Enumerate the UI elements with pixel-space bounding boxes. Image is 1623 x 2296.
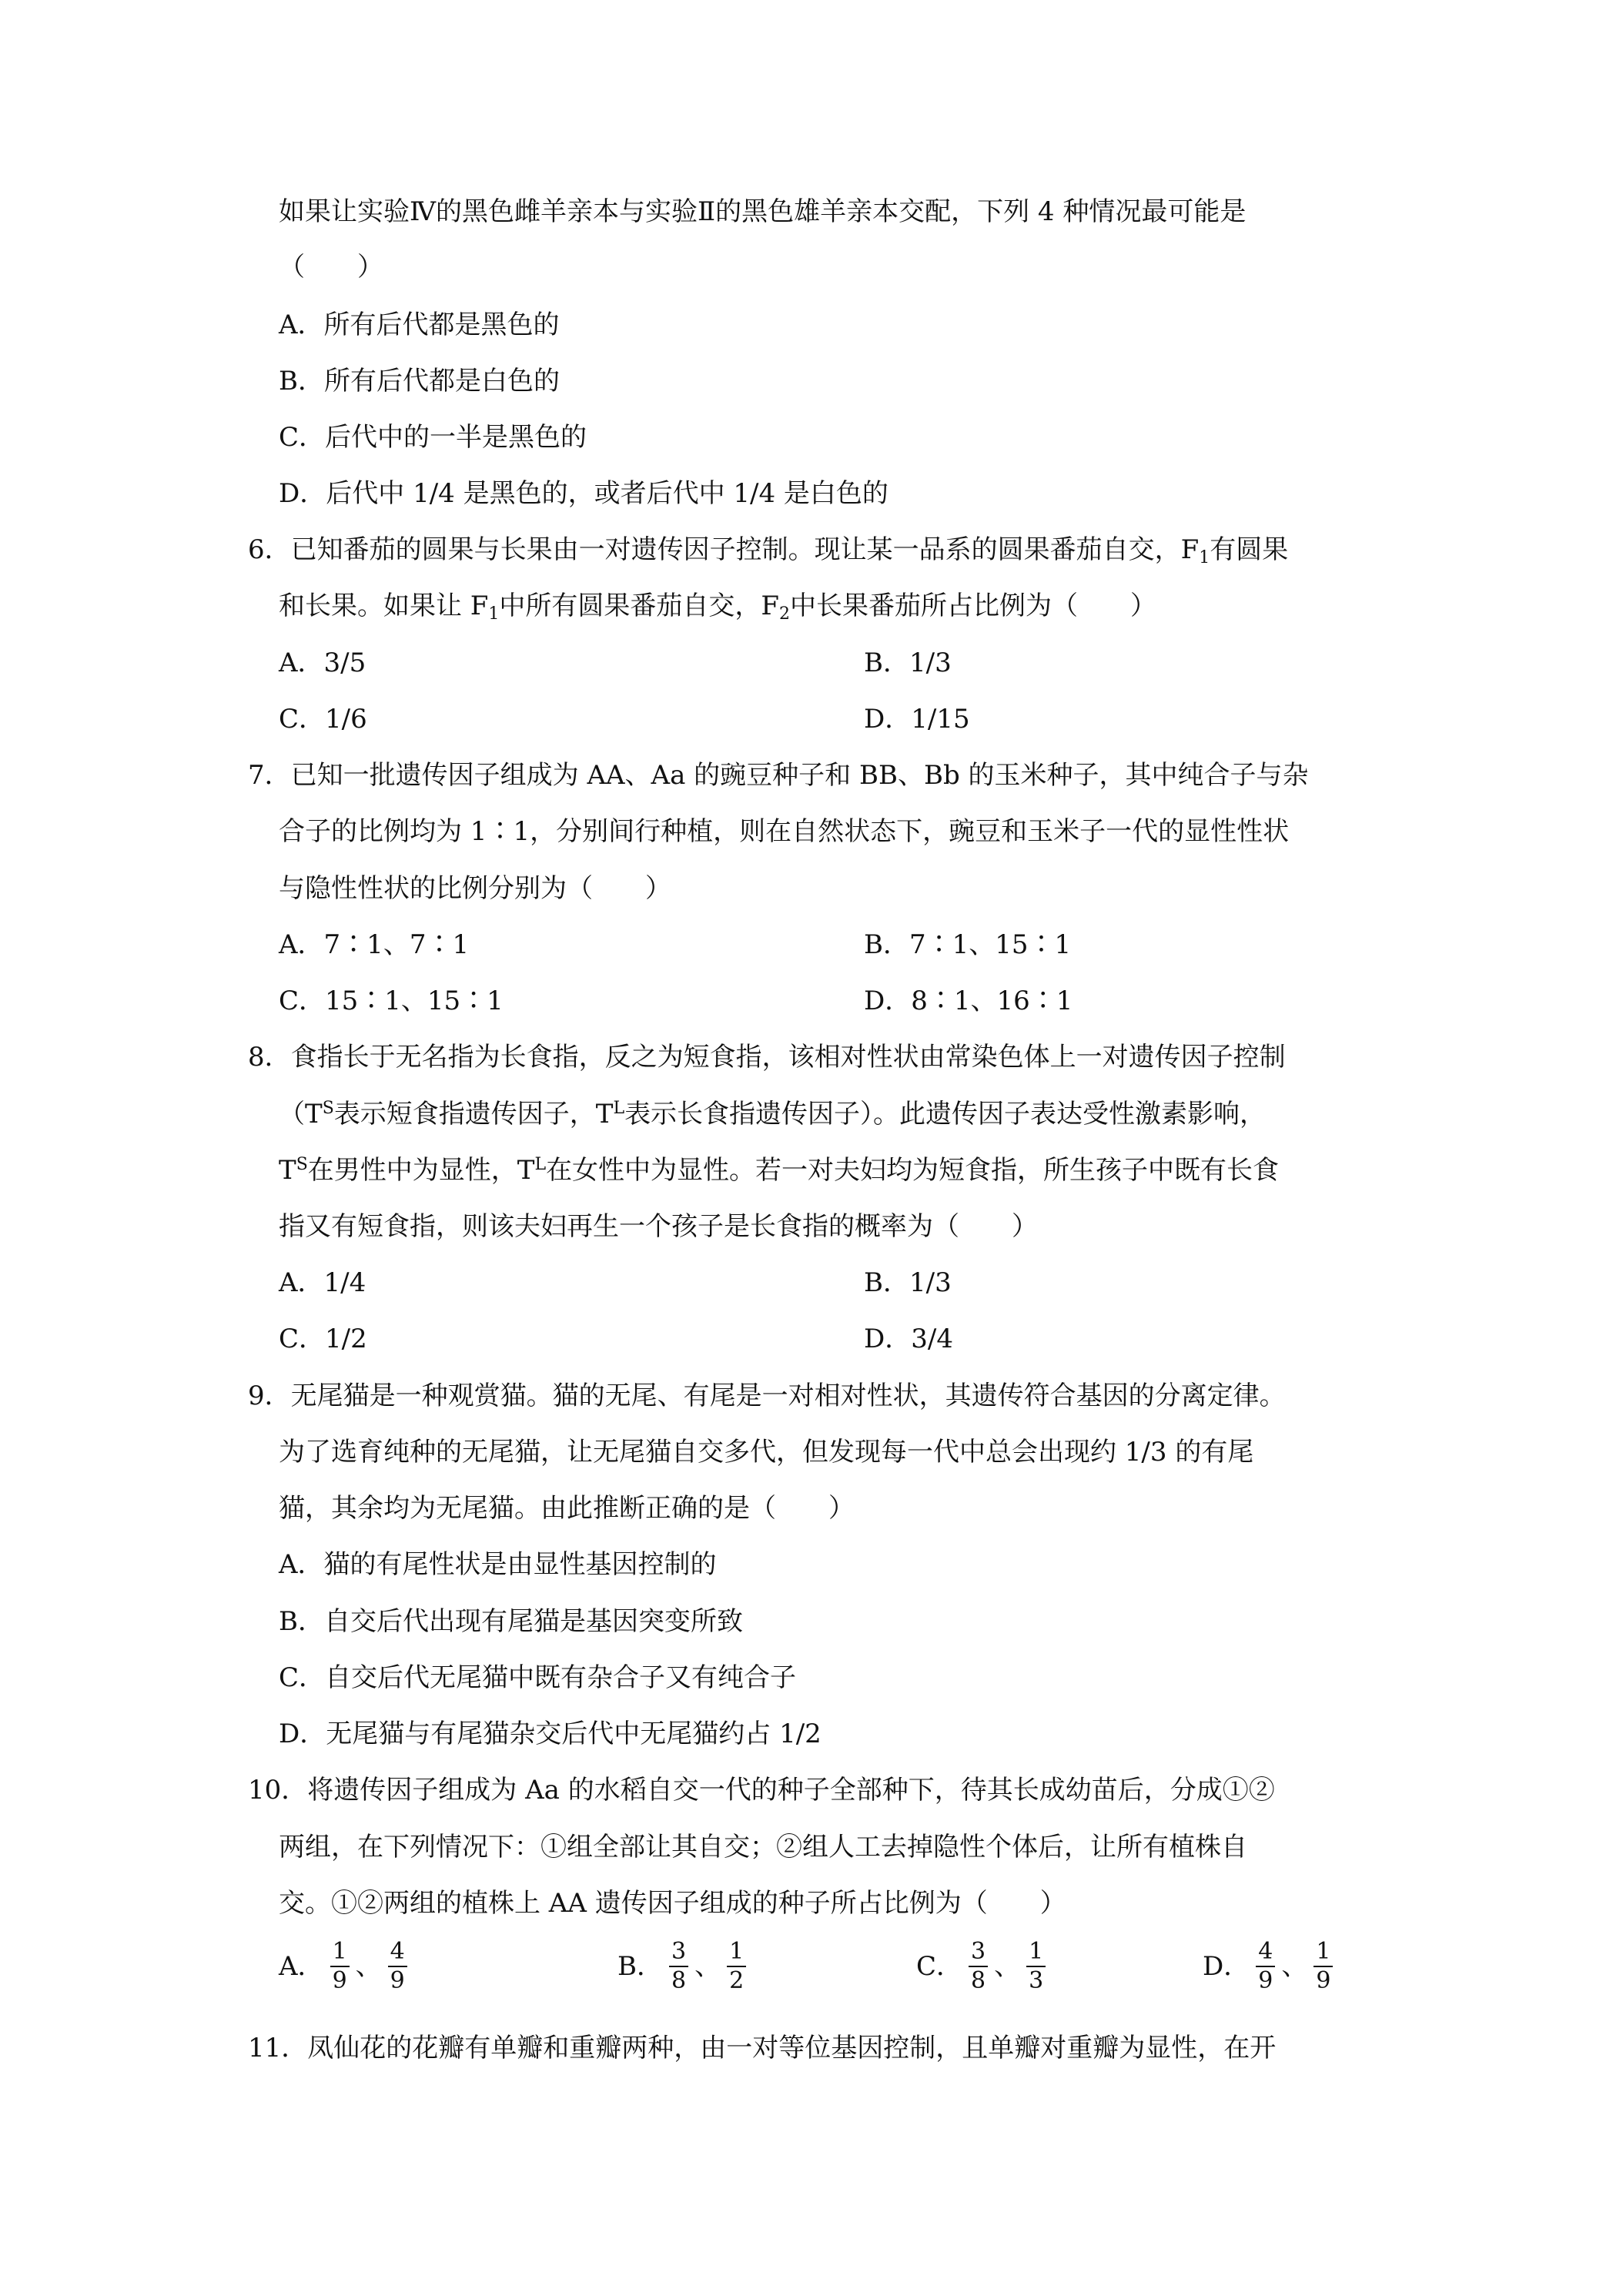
q8-stem-line2: （$T^S$表示短食指遗传因子，$T^L$表示长食指遗传因子）。此遗传因子表达受性激素影响， [279,1099,1267,1130]
q10-option-b: B． $\frac{3}{8}$ 、 $\frac{1}{2}$ [617,1940,748,1993]
q5-stem-line2: （ ） [279,252,383,283]
fraction: $\frac{3}{8}$ [669,1940,688,1993]
q5-option-d: D．后代中 1/4 是黑色的，或者后代中 1/4 是白色的 [279,478,888,509]
q6-stem-line2: 和长果。如果让 $F_1$中所有圆果番茄自交，$F_2$中长果番茄所占比例为（ ） [279,591,1156,624]
q5-option-b: B．所有后代都是白色的 [279,366,560,397]
q6-option-b: B．1/3 [864,648,952,678]
q9-option-d: D．无尾猫与有尾猫杂交后代中无尾猫约占 1/2 [279,1719,822,1749]
q10-option-c: C． $\frac{3}{8}$ 、 $\frac{1}{3}$ [916,1940,1047,1993]
q7-option-b: B．7∶1、15∶1 [864,929,1072,960]
q10-stem-line1: 10．将遗传因子组成为 Aa 的水稻自交一代的种子全部种下，待其长成幼苗后，分成①② [248,1775,1275,1806]
fraction: $\frac{1}{9}$ [1313,1940,1333,1993]
q8-option-c: C．1/2 [279,1324,367,1354]
q10-option-d: D． $\frac{4}{9}$ 、 $\frac{1}{9}$ [1203,1940,1334,1993]
q10-stem-line3: 交。①②两组的植株上 AA 遗传因子组成的种子所占比例为（ ） [279,1888,1066,1919]
q8-option-b: B．1/3 [864,1267,952,1298]
q7-option-d: D．8∶1、16∶1 [864,986,1073,1016]
q9-stem-line3: 猫，其余均为无尾猫。由此推断正确的是（ ） [279,1493,855,1524]
q10-option-a: A． $\frac{1}{9}$ 、 $\frac{4}{9}$ [279,1940,409,1993]
q8-stem-line4: 指又有短食指，则该夫妇再生一个孩子是长食指的概率为（ ） [279,1211,1038,1242]
q6-option-d: D．1/15 [864,704,970,735]
q8-option-d: D．3/4 [864,1324,953,1354]
q9-option-c: C．自交后代无尾猫中既有杂合子又有纯合子 [279,1662,797,1693]
q5-option-a: A．所有后代都是黑色的 [279,310,560,340]
q6-stem-line1: 6．已知番茄的圆果与长果由一对遗传因子控制。现让某一品系的圆果番茄自交，$F_1$有圆果 [248,534,1289,567]
q6-option-c: C．1/6 [279,704,367,735]
q9-option-b: B．自交后代出现有尾猫是基因突变所致 [279,1606,743,1637]
q5-option-c: C．后代中的一半是黑色的 [279,422,587,453]
q8-option-a: A．1/4 [279,1267,366,1298]
q9-stem-line2: 为了选育纯种的无尾猫，让无尾猫自交多代，但发现每一代中总会出现约 1/3 的有尾 [279,1437,1254,1468]
q6-option-a: A．3/5 [279,648,366,678]
fraction: $\frac{3}{8}$ [969,1940,988,1993]
q7-stem-line1: 7．已知一批遗传因子组成为 AA、Aa 的豌豆种子和 BB、Bb 的玉米种子，其中纯合子与杂 [248,760,1309,791]
q11-stem-line1: 11．凤仙花的花瓣有单瓣和重瓣两种，由一对等位基因控制，且单瓣对重瓣为显性，在开 [248,2033,1277,2063]
q10-stem-line2: 两组，在下列情况下：①组全部让其自交；②组人工去掉隐性个体后，让所有植株自 [279,1832,1247,1863]
fraction: $\frac{1}{9}$ [330,1940,350,1993]
q7-stem-line2: 合子的比例均为 1∶1，分别间行种植，则在自然状态下，豌豆和玉米子一代的显性性状 [279,816,1290,847]
q5-stem-line1: 如果让实验Ⅳ的黑色雌羊亲本与实验Ⅱ的黑色雄羊亲本交配，下列 4 种情况最可能是 [279,196,1247,227]
q8-stem-line1: 8．食指长于无名指为长食指，反之为短食指，该相对性状由常染色体上一对遗传因子控制 [248,1042,1286,1073]
fraction: $\frac{1}{3}$ [1026,1940,1046,1993]
q7-option-a: A．7∶1、7∶1 [279,929,470,960]
fraction: $\frac{4}{9}$ [388,1940,407,1993]
q7-option-c: C．15∶1、15∶1 [279,986,504,1016]
q8-stem-line3: $T^S$在男性中为显性，$T^L$在女性中为显性。若一对夫妇均为短食指，所生孩子中既有长食 [279,1155,1280,1186]
q9-option-a: A．猫的有尾性状是由显性基因控制的 [279,1549,717,1580]
q9-stem-line1: 9．无尾猫是一种观赏猫。猫的无尾、有尾是一对相对性状，其遗传符合基因的分离定律。 [248,1381,1286,1411]
fraction: $\frac{1}{2}$ [727,1940,746,1993]
fraction: $\frac{4}{9}$ [1256,1940,1275,1993]
q7-stem-line3: 与隐性性状的比例分别为（ ） [279,873,671,904]
